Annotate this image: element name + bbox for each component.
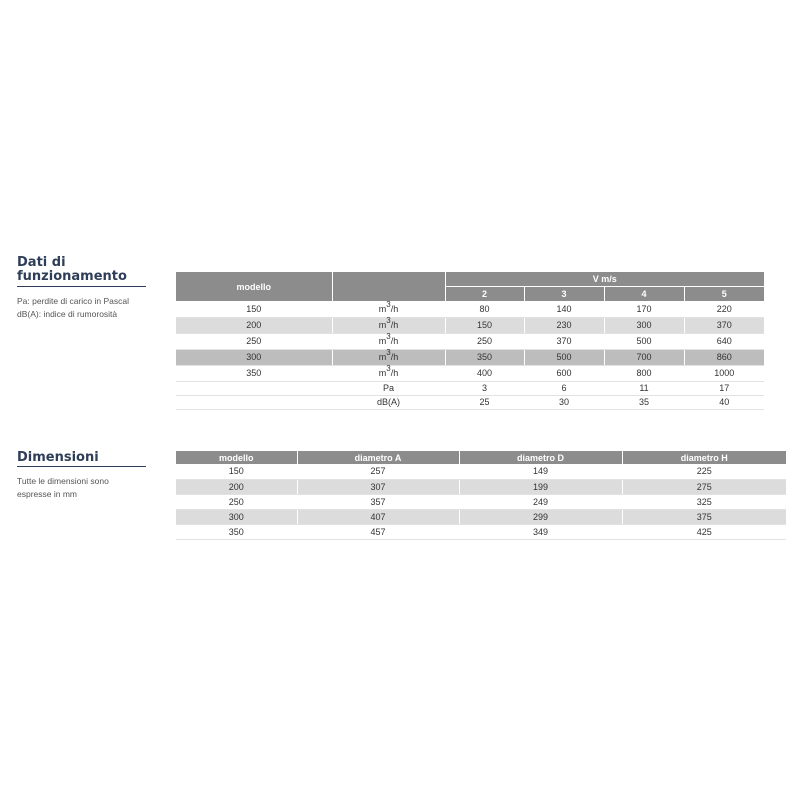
- pa-value: 11: [604, 381, 684, 395]
- operating-title: [17, 256, 127, 284]
- db-value: 25: [445, 395, 524, 409]
- header-modello: modello: [176, 451, 297, 464]
- value-cell: 457: [297, 524, 459, 539]
- blank-cell: [176, 381, 332, 395]
- header-modello: modello: [176, 272, 332, 301]
- unit-cell: m3/h: [332, 301, 445, 317]
- table-row: [176, 317, 764, 333]
- unit-cell: m3/h: [332, 333, 445, 349]
- pa-value: 3: [445, 381, 524, 395]
- value-cell: 500: [524, 349, 604, 365]
- table-row: [176, 349, 764, 365]
- table-row: [176, 524, 786, 539]
- value-cell: 860: [684, 349, 764, 365]
- value-cell: 220: [684, 301, 764, 317]
- value-cell: 225: [622, 464, 786, 479]
- table-row: [176, 509, 786, 524]
- value-cell: 370: [684, 317, 764, 333]
- value-cell: 400: [445, 365, 524, 381]
- dimensions-table: [176, 451, 786, 540]
- header-speed-2: 2: [445, 286, 524, 301]
- value-cell: 325: [622, 494, 786, 509]
- table-row: [176, 333, 764, 349]
- dimensions-note-line2: espresse in mm: [17, 489, 77, 499]
- modello-cell: 350: [176, 524, 297, 539]
- table-row: [176, 479, 786, 494]
- value-cell: 350: [445, 349, 524, 365]
- operating-note-db: dB(A): indice di rumorosità: [17, 309, 118, 319]
- value-cell: 640: [684, 333, 764, 349]
- value-cell: 249: [459, 494, 622, 509]
- value-cell: 800: [604, 365, 684, 381]
- value-cell: 407: [297, 509, 459, 524]
- operating-note: [17, 295, 129, 321]
- value-cell: 1000: [684, 365, 764, 381]
- value-cell: 307: [297, 479, 459, 494]
- value-cell: 250: [445, 333, 524, 349]
- unit-cell: m3/h: [332, 365, 445, 381]
- table-row: [176, 365, 764, 381]
- table-row-db: [176, 395, 764, 409]
- value-cell: 299: [459, 509, 622, 524]
- value-cell: 80: [445, 301, 524, 317]
- header-speed-5: 5: [684, 286, 764, 301]
- modello-cell: 300: [176, 509, 297, 524]
- pa-label: Pa: [332, 381, 445, 395]
- value-cell: 275: [622, 479, 786, 494]
- value-cell: 300: [604, 317, 684, 333]
- pa-value: 6: [524, 381, 604, 395]
- modello-cell: 150: [176, 464, 297, 479]
- table-row-pa: [176, 381, 764, 395]
- modello-cell: 200: [176, 317, 332, 333]
- value-cell: 370: [524, 333, 604, 349]
- value-cell: 149: [459, 464, 622, 479]
- value-cell: 425: [622, 524, 786, 539]
- operating-table: [176, 272, 764, 410]
- header-vms: V m/s: [445, 272, 764, 286]
- modello-cell: 250: [176, 333, 332, 349]
- db-value: 40: [684, 395, 764, 409]
- unit-cell: m3/h: [332, 349, 445, 365]
- db-label: dB(A): [332, 395, 445, 409]
- modello-cell: 150: [176, 301, 332, 317]
- value-cell: 700: [604, 349, 684, 365]
- value-cell: 500: [604, 333, 684, 349]
- dimensions-title-rule: [17, 466, 146, 467]
- dimensions-title: Dimensioni: [17, 450, 99, 465]
- header-unit-blank: [332, 272, 445, 301]
- value-cell: 600: [524, 365, 604, 381]
- value-cell: 170: [604, 301, 684, 317]
- value-cell: 357: [297, 494, 459, 509]
- value-cell: 199: [459, 479, 622, 494]
- operating-note-pa: Pa: perdite di carico in Pascal: [17, 296, 129, 306]
- modello-cell: 200: [176, 479, 297, 494]
- modello-cell: 350: [176, 365, 332, 381]
- value-cell: 257: [297, 464, 459, 479]
- header-diametro-h: diametro H: [622, 451, 786, 464]
- modello-cell: 250: [176, 494, 297, 509]
- value-cell: 140: [524, 301, 604, 317]
- db-value: 35: [604, 395, 684, 409]
- value-cell: 230: [524, 317, 604, 333]
- value-cell: 150: [445, 317, 524, 333]
- header-diametro-a: diametro A: [297, 451, 459, 464]
- operating-title-line1: Dati di: [17, 255, 66, 270]
- modello-cell: 300: [176, 349, 332, 365]
- header-speed-4: 4: [604, 286, 684, 301]
- operating-title-rule: [17, 286, 146, 287]
- value-cell: 375: [622, 509, 786, 524]
- blank-cell: [176, 395, 332, 409]
- table-row: [176, 301, 764, 317]
- table-row: [176, 464, 786, 479]
- unit-cell: m3/h: [332, 317, 445, 333]
- dimensions-note: [17, 475, 109, 501]
- header-speed-3: 3: [524, 286, 604, 301]
- operating-title-line2: funzionamento: [17, 269, 127, 284]
- value-cell: 349: [459, 524, 622, 539]
- table-row: [176, 494, 786, 509]
- pa-value: 17: [684, 381, 764, 395]
- db-value: 30: [524, 395, 604, 409]
- dimensions-note-line1: Tutte le dimensioni sono: [17, 476, 109, 486]
- header-diametro-d: diametro D: [459, 451, 622, 464]
